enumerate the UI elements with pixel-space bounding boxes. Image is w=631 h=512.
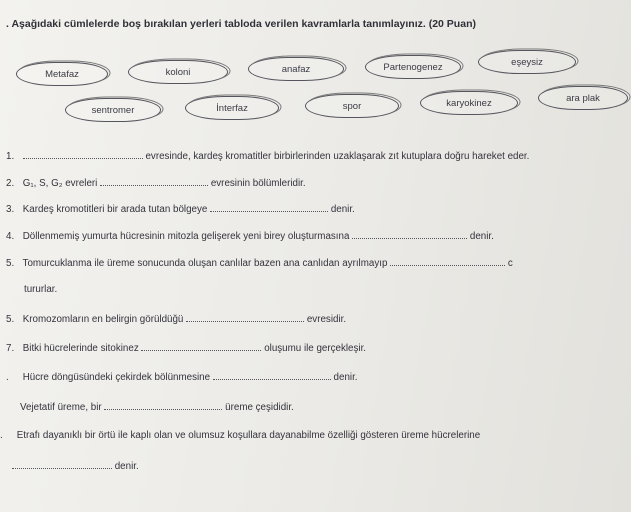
concept-cloud: karyokinez — [420, 91, 518, 115]
question-line: 3. Kardeş kromotitleri bir arada tutan bölgeye denir. — [6, 204, 355, 215]
answer-blank[interactable] — [390, 257, 505, 266]
question-line: 1. evresinde, kardeş kromatitler birbirlerinden uzaklaşarak zıt kutuplara doğru hareket eder. — [6, 151, 530, 162]
answer-blank[interactable] — [100, 177, 208, 186]
answer-blank[interactable] — [213, 371, 331, 380]
question-line: Vejetatif üreme, bir üreme çeşididir. — [20, 402, 294, 413]
answer-blank[interactable] — [352, 230, 467, 239]
concept-cloud: spor — [305, 94, 399, 118]
answer-blank[interactable] — [23, 150, 143, 159]
question-line-continued: tururlar. — [24, 284, 58, 295]
header-text: Aşağıdaki cümlelerde boş bırakılan yerleri tabloda verilen kavramlarla tanımlayınız. (20 Puan) — [11, 18, 476, 30]
answer-blank[interactable] — [210, 203, 328, 212]
question-line: 4. Döllenmemiş yumurta hücresinin mitozla gelişerek yeni birey oluşturmasına denir. — [6, 231, 494, 242]
concept-cloud: İnterfaz — [185, 96, 279, 120]
concept-cloud: koloni — [128, 60, 228, 84]
answer-blank[interactable] — [104, 401, 222, 410]
concept-cloud: Metafaz — [16, 62, 108, 86]
header-bullet: . — [6, 18, 9, 30]
concept-cloud: anafaz — [248, 57, 344, 81]
answer-blank[interactable] — [12, 460, 112, 469]
question-line: . Etrafı dayanıklı bir örtü ile kaplı olan ve olumsuz koşullara dayanabilme özelliği gösteren üreme hücrelerine — [0, 430, 481, 441]
answer-blank[interactable] — [141, 342, 261, 351]
concept-cloud: Partenogenez — [365, 55, 461, 79]
question-line: . Hücre döngüsündeki çekirdek bölünmesine denir. — [6, 372, 358, 383]
question-line: 7. Bitki hücrelerinde sitokinez oluşumu ile gerçekleşir. — [6, 343, 367, 354]
concept-cloud: ara plak — [538, 86, 628, 110]
concept-cloud: eşeysiz — [478, 50, 576, 74]
question-line: 2. G₁, S, G₂ evreleri evresinin bölümleridir. — [6, 178, 306, 189]
question-line-continued: denir. — [12, 460, 139, 472]
question-line: 5. Tomurcuklanma ile üreme sonucunda oluşan canlılar bazen ana canlıdan ayrılmayıp c — [6, 258, 513, 269]
answer-blank[interactable] — [186, 313, 304, 322]
instruction-header — [6, 18, 476, 30]
concept-cloud: sentromer — [65, 98, 161, 122]
question-line: 5. Kromozomların en belirgin görüldüğü evresidir. — [6, 314, 347, 325]
